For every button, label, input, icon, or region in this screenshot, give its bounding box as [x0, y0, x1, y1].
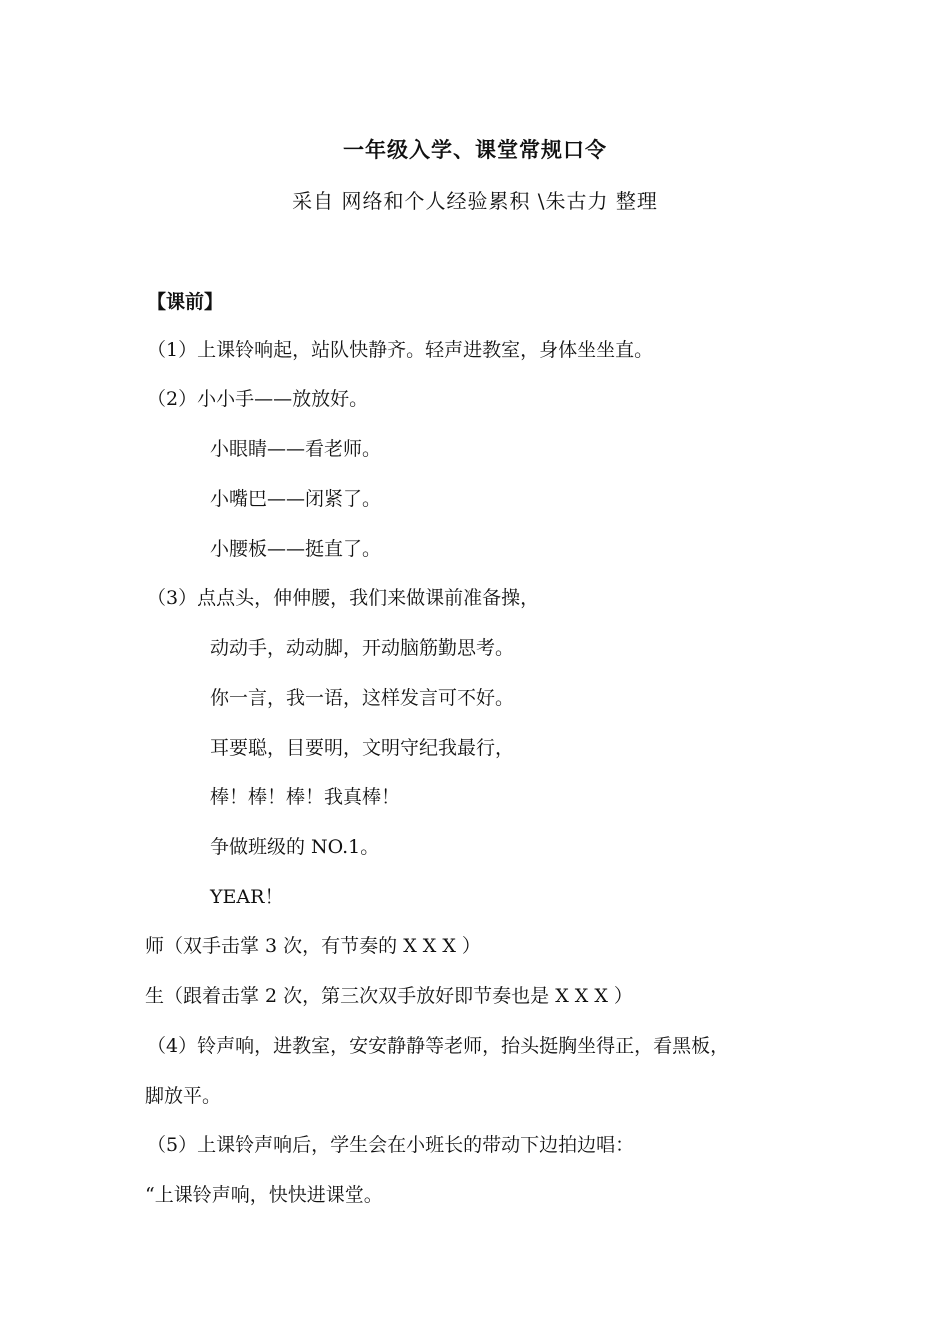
section-heading: 【课前】 — [147, 291, 224, 313]
text-line: （5）上课铃声响后，学生会在小班长的带动下边拍边唱： — [147, 1134, 635, 1156]
text-line: 小眼睛——看老师。 — [210, 438, 382, 460]
text-line: （2）小小手——放放好。 — [147, 388, 369, 410]
text-line: 小嘴巴——闭紧了。 — [210, 488, 382, 510]
text-line: 棒！棒！棒！我真棒！ — [210, 786, 401, 808]
text-line: （3）点点头，伸伸腰，我们来做课前准备操， — [147, 587, 540, 609]
text-line: 小腰板——挺直了。 — [210, 538, 382, 560]
text-line: 争做班级的 NO.1。 — [210, 836, 380, 858]
text-line: （4）铃声响，进教室，安安静静等老师，抬头挺胸坐得正，看黑板， — [147, 1035, 730, 1057]
text-line: 你一言，我一语，这样发言可不好。 — [210, 687, 515, 709]
document-title: 一年级入学、课堂常规口令 — [343, 137, 607, 162]
text-line: 脚放平。 — [145, 1085, 222, 1107]
text-line: YEAR！ — [210, 886, 284, 908]
text-line: 师（双手击掌 3 次，有节奏的 X X X ） — [145, 935, 481, 957]
text-line: 耳要聪，目要明，文明守纪我最行， — [210, 737, 515, 759]
text-line: （1）上课铃响起，站队快静齐。轻声进教室，身体坐坐直。 — [147, 339, 654, 361]
text-line: 动动手，动动脚，开动脑筋勤思考。 — [210, 637, 515, 659]
text-line: “上课铃声响，快快进课堂。 — [145, 1184, 383, 1206]
text-line: 生（跟着击掌 2 次，第三次双手放好即节奏也是 X X X ） — [145, 985, 633, 1007]
document-subtitle: 采自 网络和个人经验累积 \朱古力 整理 — [292, 189, 658, 213]
